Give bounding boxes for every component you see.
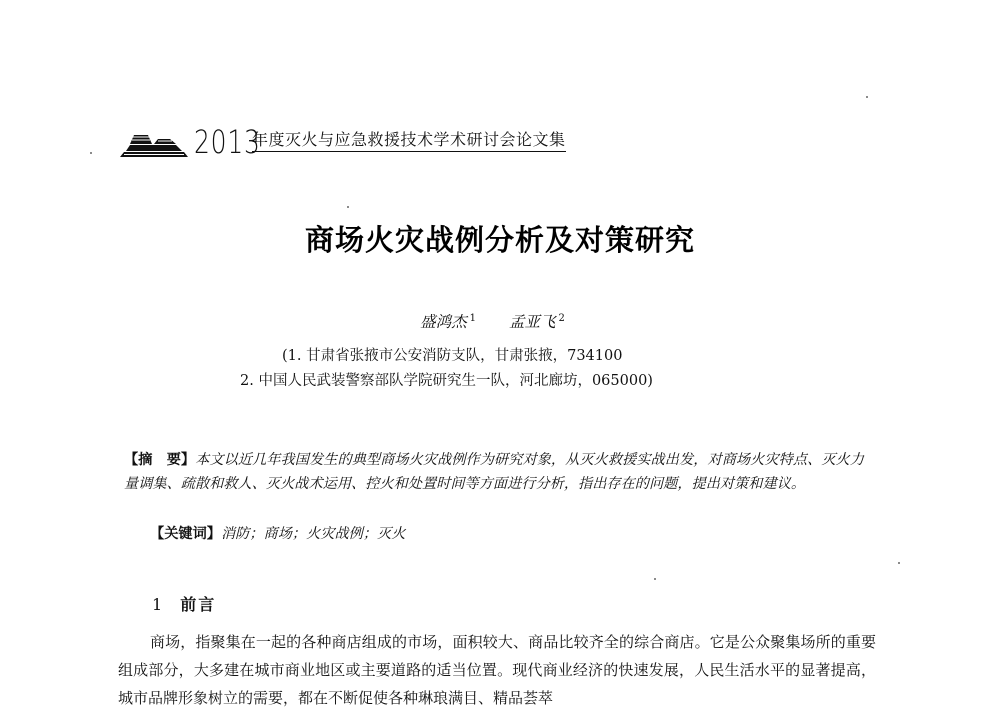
scan-speck xyxy=(866,96,868,98)
abstract-text: 本文以近几年我国发生的典型商场火灾战例作为研究对象，从灭火救援实战出发，对商场火灾特点、灭火力量调集、疏散和救人、灭火战术运用、控火和处置时间等方面进行分析，指出存在的问题，提出对策和建议。 xyxy=(124,452,864,492)
book-stack-icon xyxy=(118,124,190,158)
keywords xyxy=(150,522,405,546)
scan-speck xyxy=(90,152,92,154)
header-series-title: 年度灭火与应急救援技术学术研讨会论文集 xyxy=(252,127,566,152)
header-year: 2013 xyxy=(194,123,261,161)
keywords-label: 【关键词】 xyxy=(150,526,221,542)
abstract-label: 【摘 要】 xyxy=(124,452,196,468)
author-affiliation-mark: 1 xyxy=(469,312,477,324)
section-title: 前言 xyxy=(180,595,217,614)
paper-title: 商场火灾战例分析及对策研究 xyxy=(304,223,695,257)
author xyxy=(509,310,565,332)
section-number: 1 xyxy=(152,595,163,614)
abstract xyxy=(124,448,864,496)
author xyxy=(420,310,476,332)
author-name: 孟亚飞 xyxy=(508,313,556,331)
scan-speck xyxy=(898,562,900,564)
running-header xyxy=(118,118,566,161)
affiliation-line-1: (1. 甘肃省张掖市公安消防支队，甘肃张掖，734100 xyxy=(282,348,623,364)
section-heading xyxy=(152,592,216,615)
author-name: 盛鸿杰 xyxy=(420,313,467,331)
affiliation-line-2: 2. 中国人民武装警察部队学院研究生一队，河北廊坊，065000) xyxy=(240,373,653,389)
keywords-text: 消防；商场；火灾战例；灭火 xyxy=(220,526,406,542)
intro-paragraph: 商场，指聚集在一起的各种商店组成的市场，面积较大、商品比较齐全的综合商店。它是公众聚集场所的重要组成部分，大多建在城市商业地区或主要道路的适当位置。现代商业经济的快速发展，人民生活水平的显著提高，城市品牌形象树立的需要，都在不断促使各种琳琅满目、精品荟萃 xyxy=(118,633,876,707)
scan-speck xyxy=(347,206,349,208)
author-affiliation-mark: 2 xyxy=(558,312,565,324)
author-list xyxy=(0,310,985,332)
scan-speck xyxy=(654,578,656,580)
